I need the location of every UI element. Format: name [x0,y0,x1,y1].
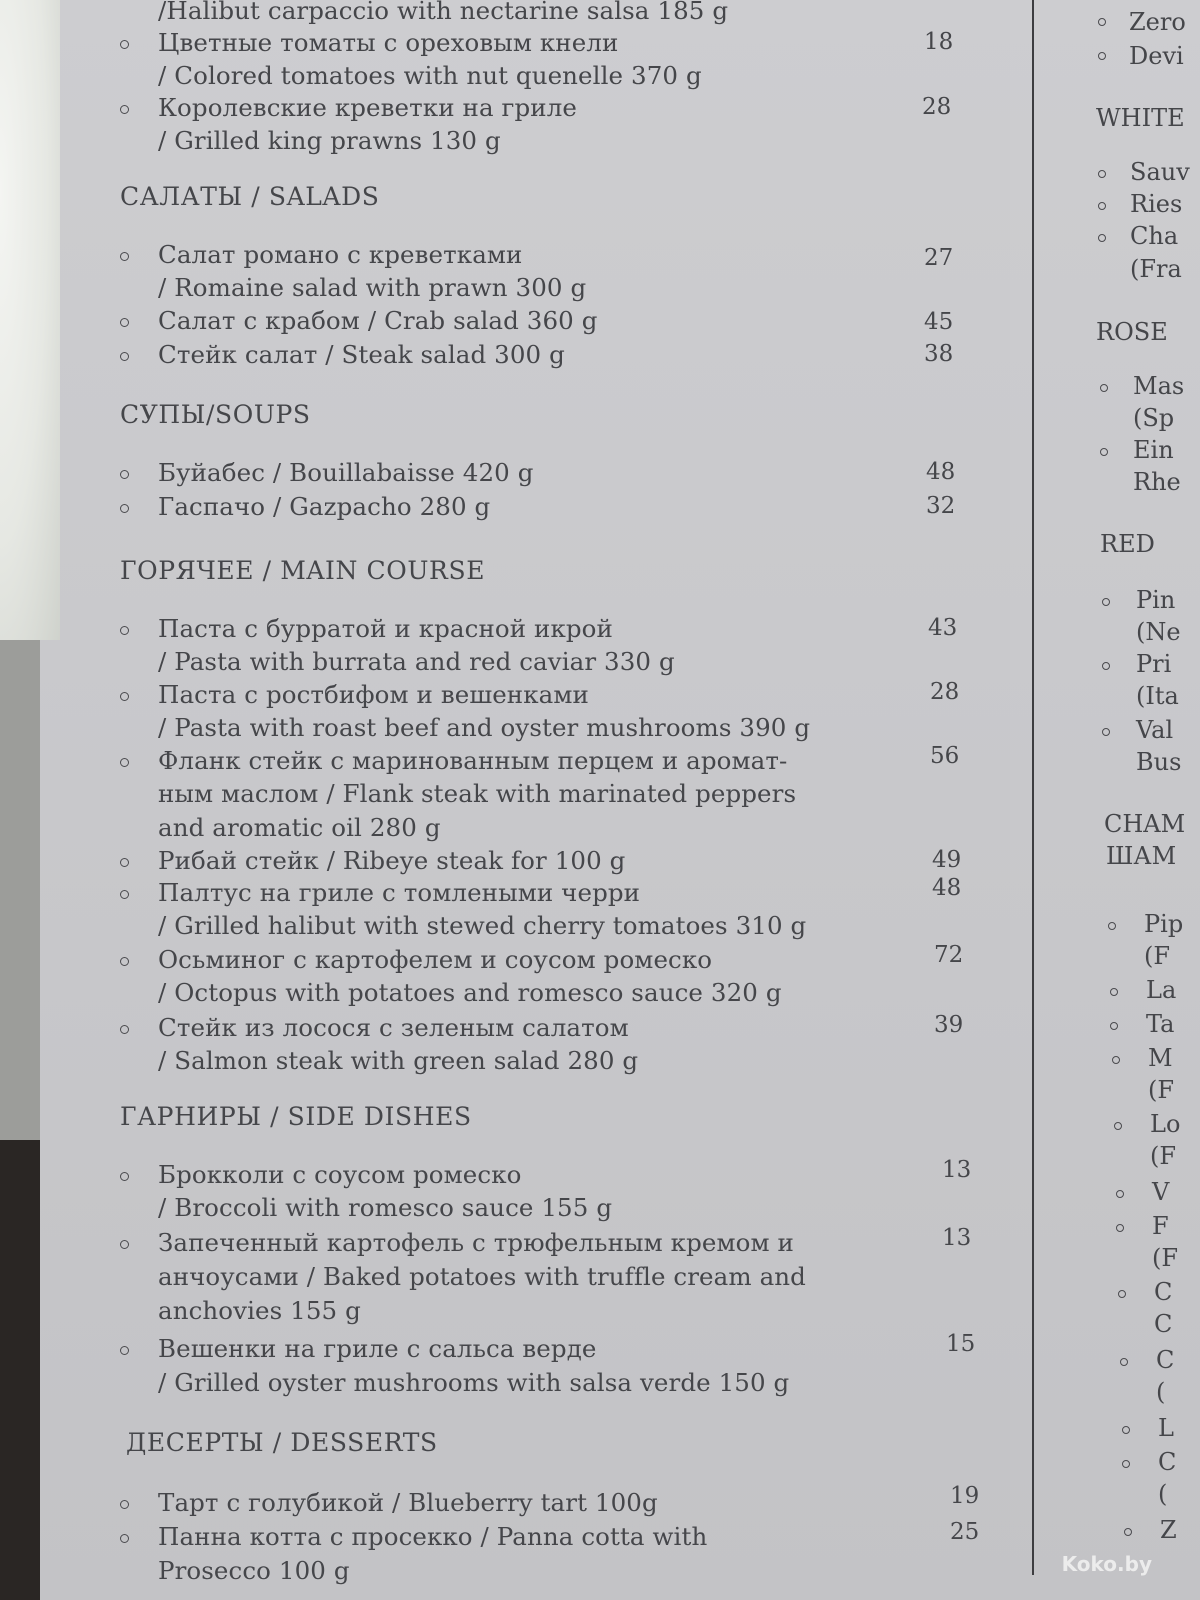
item-line: Королевские креветки на гриле [158,93,577,122]
item-price: 38 [924,341,954,367]
item-price: 49 [932,847,962,873]
item-price: 32 [926,493,956,519]
item-price: 13 [942,1157,972,1183]
wine-item: Z [1160,1516,1177,1544]
wine-item: (F [1150,1142,1177,1170]
bullet-icon [1116,1190,1124,1198]
wine-item: Pin [1136,586,1176,614]
item-price: 45 [924,309,954,335]
bullet-icon [1110,988,1118,996]
item-line: anchovies 155 g [158,1296,361,1325]
item-price: 48 [926,459,956,485]
bullet-icon [120,858,129,867]
bullet-icon [1122,1460,1130,1468]
bullet-icon [120,105,129,114]
wine-item: La [1146,976,1177,1004]
bullet-icon [120,1240,129,1249]
wine-item: V [1152,1178,1170,1206]
wine-item: Bus [1136,748,1182,776]
wine-item: M [1148,1044,1173,1072]
item-line: Стейк салат / Steak salad 300 g [158,340,565,369]
wine-item: Ta [1146,1010,1175,1038]
bullet-icon [1100,448,1108,456]
item-line: Салат с крабом / Crab salad 360 g [158,306,598,335]
item-line: Буйабес / Bouillabaisse 420 g [158,458,534,487]
wine-item: Cha [1130,222,1179,250]
item-line: / Broccoli with romesco sauce 155 g [158,1193,613,1222]
item-line: Тарт с голубикой / Blueberry tart 100g [158,1488,658,1517]
column-divider [1032,0,1034,1575]
wine-item: (Ita [1136,682,1179,710]
wine-item: ( [1156,1378,1166,1406]
bullet-icon [120,504,129,513]
item-line: / Colored tomatoes with nut quenelle 370 g [158,61,702,90]
item-line: Цветные томаты с ореховым кнели [158,28,619,57]
bullet-icon [1102,662,1110,670]
bullet-icon [120,692,129,701]
bullet-icon [1124,1528,1132,1536]
item-price: 18 [924,29,954,55]
wine-item: (Sp [1133,404,1175,432]
item-line: / Grilled halibut with stewed cherry tomatoes 310 g [158,911,807,940]
bullet-icon [1116,1224,1124,1232]
item-price: 48 [932,875,962,901]
section-heading: ГОРЯЧЕЕ / MAIN COURSE [120,556,486,585]
wine-item: C [1156,1346,1175,1374]
wine-item: Ein [1133,436,1174,464]
item-line: / Grilled king prawns 130 g [158,126,501,155]
wine-item: Pip [1144,910,1184,938]
wine-item: (F [1152,1244,1179,1272]
bullet-icon [1098,52,1106,60]
item-line: Вешенки на гриле с сальса верде [158,1334,597,1363]
top-fragment: /Halibut carpaccio with nectarine salsa 185 g [158,0,729,25]
bullet-icon [1102,598,1110,606]
bullet-icon [1110,1022,1118,1030]
wine-item: C [1154,1310,1173,1338]
bullet-icon [120,470,129,479]
item-line: ным маслом / Flank steak with marinated peppers [158,779,797,808]
item-line: Стейк из лосося с зеленым салатом [158,1013,629,1042]
section-heading: WHITE [1096,104,1185,132]
item-price: 27 [924,245,954,271]
item-line: Паста с бурратой и красной икрой [158,614,613,643]
bullet-icon [120,1534,129,1543]
item-line: Фланк стейк с маринованным перцем и аромат- [158,746,788,775]
item-line: / Octopus with potatoes and romesco sauce 320 g [158,978,782,1007]
item-line: / Romaine salad with prawn 300 g [158,273,587,302]
bullet-icon [1108,922,1116,930]
wine-item: (Fra [1130,255,1182,283]
wine-item: F [1152,1212,1169,1240]
section-heading: ROSE [1096,318,1168,346]
wine-item: (Ne [1136,618,1181,646]
wine-item: Mas [1133,372,1185,400]
bullet-icon [120,758,129,767]
bullet-icon [1098,170,1106,178]
wine-item: Rhe [1133,468,1181,496]
item-line: Гаспачо / Gazpacho 280 g [158,492,491,521]
bullet-icon [120,40,129,49]
wine-item: Ries [1130,190,1183,218]
wine-item: Sauv [1130,158,1190,186]
bullet-icon [1118,1290,1126,1298]
item-line: анчоусами / Baked potatoes with truffle cream and [158,1262,806,1291]
item-price: 15 [946,1331,976,1357]
section-heading: ДЕСЕРТЫ / DESSERTS [126,1428,438,1457]
item-price: 28 [930,679,960,705]
item-line: Брокколи с соусом ромеско [158,1160,522,1189]
bullet-icon [1102,728,1110,736]
bullet-icon [120,1172,129,1181]
bullet-icon [120,1025,129,1034]
item-line: / Pasta with burrata and red caviar 330 g [158,647,675,676]
wine-item: L [1158,1414,1174,1442]
item-line: Салат романо с креветками [158,240,523,269]
section-heading: CHAM [1104,810,1186,838]
menu-right-column [1096,0,1200,1600]
bullet-icon [1120,1358,1128,1366]
bullet-icon [120,890,129,899]
bullet-icon [1098,18,1106,26]
section-heading: ГАРНИРЫ / SIDE DISHES [120,1102,472,1131]
bullet-icon [1098,234,1106,242]
item-price: 43 [928,615,958,641]
wine-item: Zero [1129,8,1186,36]
item-price: 28 [922,94,952,120]
item-line: Паста с ростбифом и вешенками [158,680,589,709]
plate-edge [0,0,60,640]
bullet-icon [120,352,129,361]
wine-item: Devi [1129,42,1184,70]
wine-item: (F [1148,1076,1175,1104]
item-line: Панна котта с просекко / Panna cotta with [158,1522,708,1551]
section-heading: ШАМ [1106,842,1177,870]
bullet-icon [120,318,129,327]
section-heading: RED [1100,530,1155,558]
wine-item: Lo [1150,1110,1181,1138]
wine-item: ( [1158,1480,1168,1508]
section-heading: СУПЫ/SOUPS [120,400,311,429]
wine-item: C [1154,1278,1173,1306]
item-price: 13 [942,1225,972,1251]
item-price: 39 [934,1012,964,1038]
bullet-icon [120,626,129,635]
bullet-icon [1112,1056,1120,1064]
bullet-icon [120,252,129,261]
item-line: Prosecco 100 g [158,1556,350,1585]
bullet-icon [1114,1122,1122,1130]
watermark-logo: Koko.by [1061,1552,1152,1576]
wine-item: Pri [1136,650,1172,678]
bullet-icon [1122,1426,1130,1434]
item-line: Осьминог с картофелем и соусом ромеско [158,945,713,974]
item-line: Рибай стейк / Ribeye steak for 100 g [158,846,626,875]
item-line: / Salmon steak with green salad 280 g [158,1046,639,1075]
item-line: Запеченный картофель с трюфельным кремом и [158,1228,794,1257]
item-line: Палтус на гриле с томлеными черри [158,878,641,907]
item-line: / Pasta with roast beef and oyster mushrooms 390 g [158,713,811,742]
wine-item: Val [1136,716,1174,744]
item-price: 25 [950,1519,980,1545]
bullet-icon [1100,384,1108,392]
section-heading: САЛАТЫ / SALADS [120,182,380,211]
bullet-icon [120,1346,129,1355]
item-line: and aromatic oil 280 g [158,813,441,842]
item-price: 56 [930,743,960,769]
wine-item: (F [1144,942,1171,970]
bullet-icon [120,1500,129,1509]
bullet-icon [120,957,129,966]
item-price: 19 [950,1483,980,1509]
wine-item: C [1158,1448,1177,1476]
item-price: 72 [934,942,964,968]
item-line: / Grilled oyster mushrooms with salsa verde 150 g [158,1368,790,1397]
table-edge [0,640,40,1140]
bullet-icon [1098,202,1106,210]
